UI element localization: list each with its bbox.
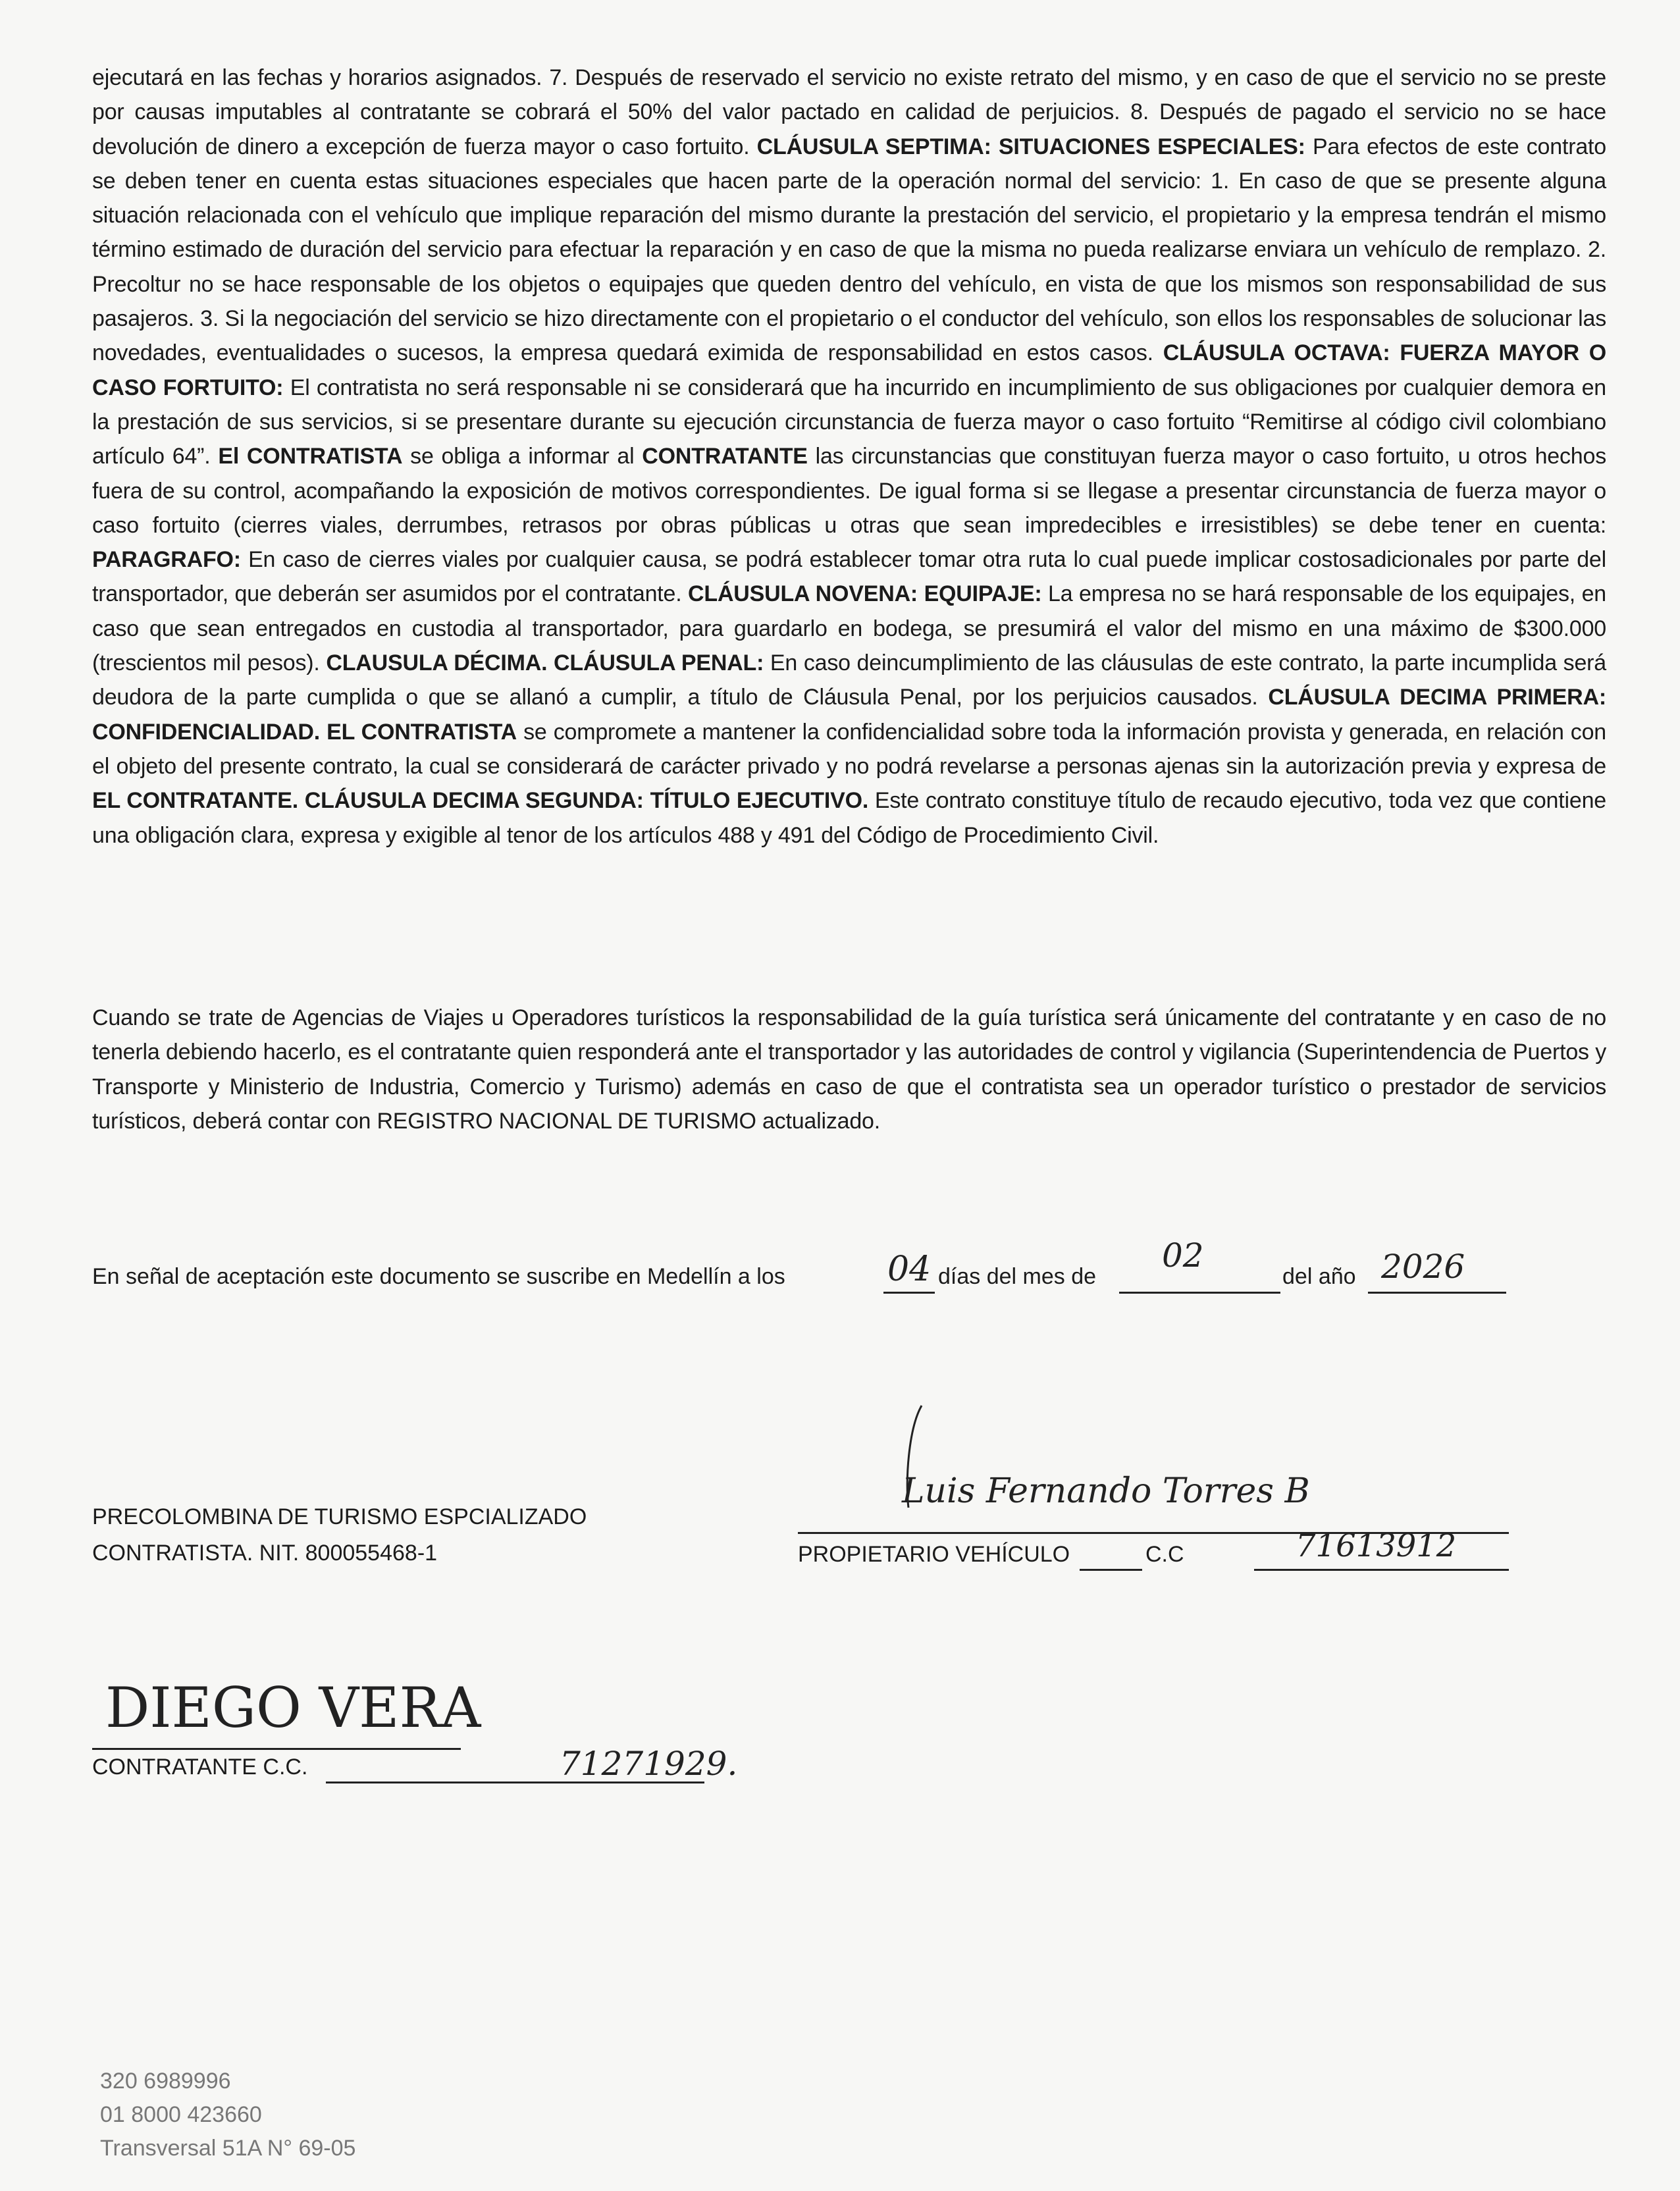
clause-text: las circunstancias que constituyan fuerza mayor o caso fortuito, u otros hechos fuera de su control, acompañando la exposición de motivos correspondientes. De igual forma si se llegase a presentar circunstancia de fuerza mayor o caso fortuito (cierres viales, derrumbes, retrasos por obras públicas u otras que sean impredecibles e irresistibles) se debe tener en cuenta: xyxy=(92,444,1607,538)
clause-heading: EL CONTRATANTE. CLÁUSULA DECIMA SEGUNDA: TÍTULO EJECUTIVO. xyxy=(92,788,869,814)
clause-text: Este contrato constituye título de recaudo ejecutivo, toda vez que contiene una obligación clara, expresa y exigible al tenor de los artículos 488 y 491 del Código de Procedimiento Civil. xyxy=(92,788,1606,848)
clause-heading: El CONTRATISTA xyxy=(218,444,403,469)
clause-text: En caso deincumplimiento de las cláusulas de este contrato, la parte incumplida será deudora de la parte cumplida o que se allanó a cumplir, a título de Cláusula Penal, por los perjuicios causados. xyxy=(92,650,1606,710)
clause-text: se obliga a informar al xyxy=(402,444,643,469)
year-label: del año xyxy=(1282,1264,1356,1289)
clause-heading: CLÁUSULA SEPTIMA: SITUACIONES ESPECIALES: xyxy=(756,134,1305,159)
contractor-nit: CONTRATISTA. NIT. 800055468-1 xyxy=(92,1541,438,1566)
tourism-agencies-paragraph xyxy=(92,1001,1606,1138)
owner-label: PROPIETARIO VEHÍCULO xyxy=(798,1542,1070,1567)
client-signature: DIEGO VERA xyxy=(105,1676,481,1740)
year-handwritten: 2026 xyxy=(1381,1248,1465,1286)
clause-heading: CLÁUSULA DECIMA PRIMERA: CONFIDENCIALIDAD. EL CONTRATISTA xyxy=(92,685,1606,745)
month-handwritten: 02 xyxy=(1162,1236,1204,1275)
clause-text: ejecutará en las fechas y horarios asignados. 7. Después de reservado el servicio no existe retrato del mismo, y en caso de que el servicio no se preste por causas imputables al contratante se cobrará el 50% del valor pactado en calidad de perjuicios. 8. Después de pagado el servicio no se hace devolución de dinero a excepción de fuerza mayor o caso fortuito. xyxy=(92,65,1606,159)
clause-heading: CLÁUSULA OCTAVA: FUERZA MAYOR O CASO FORTUITO: xyxy=(92,340,1606,400)
footer-phone: 320 6989996 xyxy=(100,2069,231,2094)
clause-text: se compromete a mantener la confidencialidad sobre toda la información provista y generada, en relación con el objeto del presente contrato, la cual se considerará de carácter privado y no podrá revelarse a personas ajenas sin la autorización previa y expresa de xyxy=(92,719,1606,779)
clause-heading: CONTRATANTE xyxy=(642,444,808,469)
acceptance-prefix: En señal de aceptación este documento se suscribe en Medellín a los xyxy=(92,1264,785,1289)
footer-address: Transversal 51A N° 69-05 xyxy=(100,2136,356,2161)
clause-text: Cuando se trate de Agencias de Viajes u Operadores turísticos la responsabilidad de la guía turística será únicamente del contratante y en caso de no tenerla debiendo hacerlo, es el contratante quien responderá ante el transportador y las autoridades de control y vigilancia (Superintendencia de Puertos y Transporte y Ministerio de Industria, Comercio y Turismo) además en caso de que el contratista sea un operador turístico o prestador de servicios turísticos, deberá contar con REGISTRO NACIONAL DE TURISMO actualizado. xyxy=(92,1005,1606,1134)
contractor-name: PRECOLOMBINA DE TURISMO ESPCIALIZADO xyxy=(92,1504,587,1529)
day-handwritten: 04 xyxy=(887,1250,932,1289)
clause-text: Para efectos de este contrato se deben tener en cuenta estas situaciones especiales que hacen parte de la operación normal del servicio: 1. En caso de que se presente alguna situación relacionada con el vehículo que implique reparación del mismo durante la prestación del servicio, el propietario y la empresa tendrán el mismo término estimado de duración del servicio para efectuar la reparación y en caso de que la misma no pueda realizarse enviara un vehículo de remplazo. 2. Precoltur no se hace responsable de los objetos o equipajes que queden dentro del vehículo, en vista de que los mismos son responsabilidad de sus pasajeros. 3. Si la negociación del servicio se hizo directamente con el propietario o el conductor del vehículo, son ellos los responsables de solucionar las novedades, eventualidades o sucesos, la empresa quedará eximida de responsabilidad en estos casos. xyxy=(92,134,1606,366)
client-cc-handwritten: 71271929. xyxy=(560,1745,738,1783)
clause-text: En caso de cierres viales por cualquier causa, se podrá establecer tomar otra ruta lo cual puede implicar costosadicionales por parte del transportador, que deberán ser asumidos por el contratante. xyxy=(92,547,1606,607)
owner-signature: Luis Fernando Torres B xyxy=(902,1471,1310,1511)
owner-cc-handwritten: 71613912 xyxy=(1296,1527,1457,1564)
clause-heading: CLAUSULA DÉCIMA. CLÁUSULA PENAL: xyxy=(326,650,764,676)
clause-heading: PARAGRAFO: xyxy=(92,547,241,573)
clause-text: El contratista no será responsable ni se considerará que ha incurrido en incumplimiento de sus obligaciones por cualquier demora en la prestación de sus servicios, si se presentare durante su ejecución circunstancia de fuerza mayor o caso fortuito “Remitirse al código civil colombiano artículo 64”. xyxy=(92,375,1606,469)
owner-cc-label: C.C xyxy=(1145,1542,1184,1567)
client-label: CONTRATANTE C.C. xyxy=(92,1755,308,1780)
days-label: días del mes de xyxy=(938,1264,1097,1289)
contract-clauses-paragraph xyxy=(92,61,1606,853)
clause-heading: CLÁUSULA NOVENA: EQUIPAJE: xyxy=(688,581,1042,607)
footer-toll-free: 01 8000 423660 xyxy=(100,2102,262,2127)
clause-text: La empresa no se hará responsable de los equipajes, en caso que sean entregados en custodia al transportador, para guardarlo en bodega, se presumirá el valor del mismo en una máximo de $300.000 (trescientos mil pesos). xyxy=(92,581,1606,676)
